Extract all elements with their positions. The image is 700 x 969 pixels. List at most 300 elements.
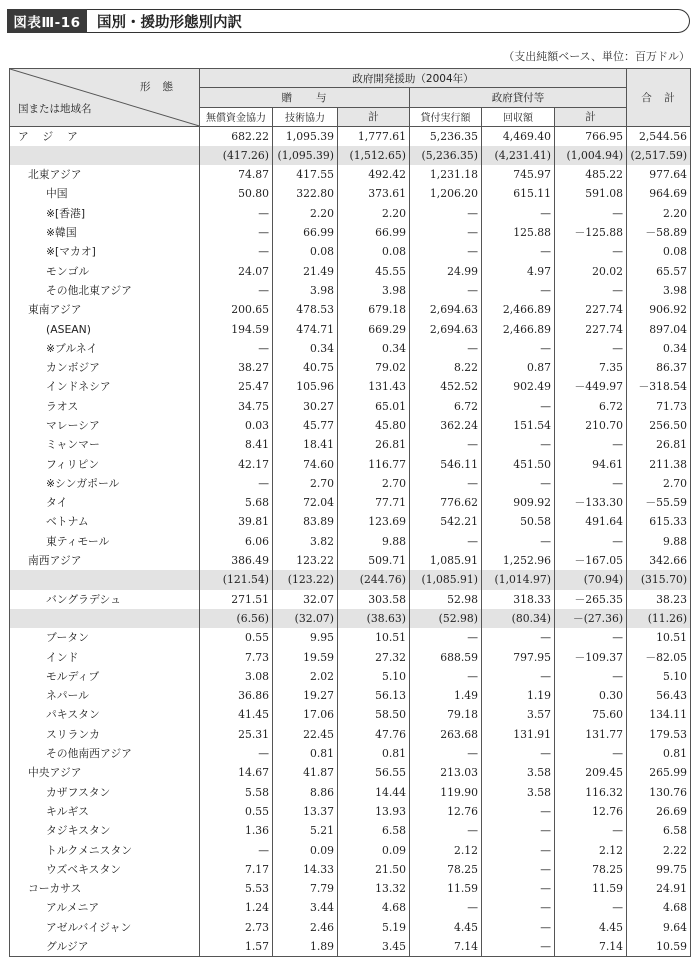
value-cell: 546.11 <box>410 454 482 473</box>
value-cell: 1.24 <box>200 898 273 917</box>
row-label: フィリピン <box>10 454 200 473</box>
row-label: ネパール <box>10 686 200 705</box>
table-row <box>10 300 691 319</box>
value-cell: 0.34 <box>273 339 338 358</box>
value-cell: — <box>555 628 627 647</box>
value-cell: 6.06 <box>200 532 273 551</box>
value-cell: 211.38 <box>627 454 691 473</box>
subtotal-grant-header: 計 <box>338 107 410 126</box>
value-cell: 71.73 <box>627 397 691 416</box>
value-cell: — <box>200 840 273 859</box>
value-cell: 2.70 <box>273 474 338 493</box>
value-cell: 14.67 <box>200 763 273 782</box>
row-label: スリランカ <box>10 725 200 744</box>
value-cell: 322.80 <box>273 184 338 203</box>
row-label: 中央アジア <box>10 763 200 782</box>
value-cell: 745.97 <box>482 165 555 184</box>
value-cell: 19.27 <box>273 686 338 705</box>
value-cell: — <box>482 532 555 551</box>
value-cell: 682.22 <box>200 126 273 145</box>
total-header: 合 計 <box>627 69 691 127</box>
value-cell: 86.37 <box>627 358 691 377</box>
row-label: 東ティモール <box>10 532 200 551</box>
value-cell: 151.54 <box>482 416 555 435</box>
value-cell: 200.65 <box>200 300 273 319</box>
value-cell: 0.09 <box>338 840 410 859</box>
value-cell: 26.81 <box>627 435 691 454</box>
figure-number-badge: 図表Ⅲ-16 <box>7 9 87 33</box>
value-cell: 5.10 <box>338 667 410 686</box>
table-row <box>10 493 691 512</box>
value-cell: 4.45 <box>555 918 627 937</box>
row-label: グルジア <box>10 937 200 956</box>
table-row <box>10 667 691 686</box>
value-cell: — <box>482 242 555 261</box>
value-cell: — <box>410 281 482 300</box>
row-label: カザフスタン <box>10 782 200 801</box>
value-cell: 47.76 <box>338 725 410 744</box>
value-cell: 25.31 <box>200 725 273 744</box>
value-cell: — <box>410 204 482 223</box>
value-cell: 256.50 <box>627 416 691 435</box>
row-label: アジア <box>10 126 200 145</box>
value-cell: 24.99 <box>410 261 482 280</box>
value-cell: 7.73 <box>200 647 273 666</box>
value-cell: 0.81 <box>338 744 410 763</box>
row-label <box>10 146 200 165</box>
value-cell: 4.45 <box>410 918 482 937</box>
value-cell: 0.34 <box>338 339 410 358</box>
value-cell: 386.49 <box>200 551 273 570</box>
value-cell: 591.08 <box>555 184 627 203</box>
value-cell: 119.90 <box>410 782 482 801</box>
value-cell: (417.26) <box>200 146 273 165</box>
table-row <box>10 570 691 589</box>
row-label: 南西アジア <box>10 551 200 570</box>
value-cell: 964.69 <box>627 184 691 203</box>
repay-header: 回収額 <box>482 107 555 126</box>
row-label: パキスタン <box>10 705 200 724</box>
row-label: モルディブ <box>10 667 200 686</box>
value-cell: 897.04 <box>627 319 691 338</box>
row-label: ミャンマー <box>10 435 200 454</box>
value-cell: — <box>555 821 627 840</box>
value-cell: 75.60 <box>555 705 627 724</box>
value-cell: 8.22 <box>410 358 482 377</box>
value-cell: (80.34) <box>482 609 555 628</box>
row-label: ※韓国 <box>10 223 200 242</box>
value-cell: — <box>482 204 555 223</box>
table-row <box>10 184 691 203</box>
value-cell: 615.33 <box>627 512 691 531</box>
row-label: アゼルバイジャン <box>10 918 200 937</box>
table-row <box>10 937 691 956</box>
value-cell: 318.33 <box>482 590 555 609</box>
value-cell: 125.88 <box>482 223 555 242</box>
table-row <box>10 686 691 705</box>
value-cell: 45.80 <box>338 416 410 435</box>
value-cell: 77.71 <box>338 493 410 512</box>
value-cell: 11.59 <box>410 879 482 898</box>
value-cell: 1.57 <box>200 937 273 956</box>
value-cell: 0.81 <box>273 744 338 763</box>
value-cell: 451.50 <box>482 454 555 473</box>
figure-title: 国別・援助形態別内訳 <box>97 14 242 31</box>
value-cell: 1,777.61 <box>338 126 410 145</box>
table-row <box>10 397 691 416</box>
value-cell: 902.49 <box>482 377 555 396</box>
oda-header: 政府開発援助（2004年） <box>200 69 627 88</box>
value-cell: (6.56) <box>200 609 273 628</box>
value-cell: 7.14 <box>410 937 482 956</box>
row-label: アルメニア <box>10 898 200 917</box>
value-cell: 2.22 <box>627 840 691 859</box>
value-cell: — <box>555 474 627 493</box>
value-cell: 2,544.56 <box>627 126 691 145</box>
table-row <box>10 416 691 435</box>
value-cell: — <box>482 918 555 937</box>
value-cell: 134.11 <box>627 705 691 724</box>
row-label: タイ <box>10 493 200 512</box>
value-cell: 17.06 <box>273 705 338 724</box>
table-row <box>10 879 691 898</box>
value-cell: 7.17 <box>200 860 273 879</box>
value-cell: 2.20 <box>338 204 410 223</box>
value-cell: 10.51 <box>338 628 410 647</box>
unit-note: （支出純額ベース、単位：百万ドル） <box>503 50 690 63</box>
table-row <box>10 204 691 223</box>
value-cell: — <box>555 435 627 454</box>
value-cell: 362.24 <box>410 416 482 435</box>
value-cell: 66.99 <box>338 223 410 242</box>
value-cell: 2,466.89 <box>482 319 555 338</box>
value-cell: — <box>200 339 273 358</box>
value-cell: 14.44 <box>338 782 410 801</box>
value-cell: 271.51 <box>200 590 273 609</box>
value-cell: 11.59 <box>555 879 627 898</box>
value-cell: — <box>200 223 273 242</box>
value-cell: 105.96 <box>273 377 338 396</box>
value-cell: 6.72 <box>410 397 482 416</box>
value-cell: 1.49 <box>410 686 482 705</box>
value-cell: 99.75 <box>627 860 691 879</box>
value-cell: 3.98 <box>338 281 410 300</box>
value-cell: 20.02 <box>555 261 627 280</box>
value-cell: 45.55 <box>338 261 410 280</box>
table-row <box>10 647 691 666</box>
value-cell: — <box>482 667 555 686</box>
value-cell: 1,231.18 <box>410 165 482 184</box>
value-cell: 131.43 <box>338 377 410 396</box>
table-row <box>10 898 691 917</box>
value-cell: 3.98 <box>273 281 338 300</box>
loans-header: 政府貸付等 <box>410 88 627 107</box>
value-cell: 56.43 <box>627 686 691 705</box>
value-cell: 2,466.89 <box>482 300 555 319</box>
table-row <box>10 261 691 280</box>
value-cell: 38.27 <box>200 358 273 377</box>
diagonal-line <box>10 69 199 126</box>
value-cell: 227.74 <box>555 319 627 338</box>
table-row <box>10 782 691 801</box>
row-label: ※[マカオ] <box>10 242 200 261</box>
row-label: コーカサス <box>10 879 200 898</box>
value-cell: 41.45 <box>200 705 273 724</box>
value-cell: 977.64 <box>627 165 691 184</box>
table-row <box>10 435 691 454</box>
value-cell: 909.92 <box>482 493 555 512</box>
value-cell: (32.07) <box>273 609 338 628</box>
table-row <box>10 802 691 821</box>
value-cell: 45.77 <box>273 416 338 435</box>
value-cell: (70.94) <box>555 570 627 589</box>
value-cell: 6.72 <box>555 397 627 416</box>
value-cell: 9.88 <box>627 532 691 551</box>
row-label <box>10 570 200 589</box>
value-cell: — <box>410 532 482 551</box>
value-cell: 485.22 <box>555 165 627 184</box>
value-cell: 6.58 <box>627 821 691 840</box>
value-cell: (1,014.97) <box>482 570 555 589</box>
value-cell: －82.05 <box>627 647 691 666</box>
table-row <box>10 165 691 184</box>
row-label <box>10 609 200 628</box>
table-row <box>10 281 691 300</box>
value-cell: －318.54 <box>627 377 691 396</box>
value-cell: 5.58 <box>200 782 273 801</box>
table-row <box>10 918 691 937</box>
value-cell: 373.61 <box>338 184 410 203</box>
value-cell: 3.45 <box>338 937 410 956</box>
value-cell: (244.76) <box>338 570 410 589</box>
value-cell: 0.03 <box>200 416 273 435</box>
table-row <box>10 590 691 609</box>
value-cell: 72.04 <box>273 493 338 512</box>
figure-header <box>7 9 690 33</box>
value-cell: (4,231.41) <box>482 146 555 165</box>
value-cell: －167.05 <box>555 551 627 570</box>
value-cell: 25.47 <box>200 377 273 396</box>
value-cell: 24.91 <box>627 879 691 898</box>
table-row <box>10 339 691 358</box>
value-cell: 5.21 <box>273 821 338 840</box>
value-cell: 74.87 <box>200 165 273 184</box>
value-cell: 13.32 <box>338 879 410 898</box>
corner-header <box>10 69 200 127</box>
value-cell: －449.97 <box>555 377 627 396</box>
row-label: 北東アジア <box>10 165 200 184</box>
value-cell: 39.81 <box>200 512 273 531</box>
value-cell: 65.57 <box>627 261 691 280</box>
row-label: ベトナム <box>10 512 200 531</box>
value-cell: 2,694.63 <box>410 300 482 319</box>
value-cell: — <box>482 860 555 879</box>
value-cell: — <box>482 474 555 493</box>
title-frame <box>87 9 690 33</box>
row-label: (ASEAN) <box>10 319 200 338</box>
value-cell: 7.79 <box>273 879 338 898</box>
value-cell: 4.97 <box>482 261 555 280</box>
value-cell: — <box>482 802 555 821</box>
value-cell: 6.58 <box>338 821 410 840</box>
value-cell: — <box>482 840 555 859</box>
value-cell: 116.77 <box>338 454 410 473</box>
row-label: インド <box>10 647 200 666</box>
value-cell: 3.58 <box>482 782 555 801</box>
row-label: キルギス <box>10 802 200 821</box>
value-cell: 9.88 <box>338 532 410 551</box>
value-cell: 5.19 <box>338 918 410 937</box>
value-cell: — <box>410 435 482 454</box>
value-cell: — <box>410 744 482 763</box>
row-label: カンボジア <box>10 358 200 377</box>
value-cell: 0.55 <box>200 802 273 821</box>
row-label: その他南西アジア <box>10 744 200 763</box>
value-cell: 1,206.20 <box>410 184 482 203</box>
value-cell: 2,694.63 <box>410 319 482 338</box>
value-cell: 2.70 <box>627 474 691 493</box>
table-body <box>10 126 691 956</box>
value-cell: －265.35 <box>555 590 627 609</box>
table-row <box>10 146 691 165</box>
value-cell: 766.95 <box>555 126 627 145</box>
value-cell: 40.75 <box>273 358 338 377</box>
value-cell: (1,095.39) <box>273 146 338 165</box>
value-cell: 2.12 <box>410 840 482 859</box>
value-cell: 56.55 <box>338 763 410 782</box>
value-cell: 13.37 <box>273 802 338 821</box>
value-cell: — <box>410 339 482 358</box>
value-cell: 22.45 <box>273 725 338 744</box>
value-cell: — <box>482 937 555 956</box>
value-cell: 13.93 <box>338 802 410 821</box>
table-row <box>10 821 691 840</box>
table-row <box>10 223 691 242</box>
value-cell: 227.74 <box>555 300 627 319</box>
value-cell: 1,085.91 <box>410 551 482 570</box>
value-cell: 417.55 <box>273 165 338 184</box>
value-cell: — <box>482 435 555 454</box>
value-cell: －125.88 <box>555 223 627 242</box>
table-row <box>10 454 691 473</box>
value-cell: — <box>200 744 273 763</box>
value-cell: 265.99 <box>627 763 691 782</box>
value-cell: 52.98 <box>410 590 482 609</box>
value-cell: 3.08 <box>200 667 273 686</box>
table-row <box>10 609 691 628</box>
value-cell: 66.99 <box>273 223 338 242</box>
value-cell: 0.08 <box>338 242 410 261</box>
value-cell: 688.59 <box>410 647 482 666</box>
value-cell: 9.95 <box>273 628 338 647</box>
value-cell: — <box>200 204 273 223</box>
value-cell: — <box>482 339 555 358</box>
value-cell: — <box>482 879 555 898</box>
value-cell: — <box>410 628 482 647</box>
value-cell: 12.76 <box>555 802 627 821</box>
value-cell: 2.20 <box>273 204 338 223</box>
table-row <box>10 474 691 493</box>
value-cell: 7.35 <box>555 358 627 377</box>
row-label: ラオス <box>10 397 200 416</box>
value-cell: 2.70 <box>338 474 410 493</box>
value-cell: — <box>555 744 627 763</box>
value-cell: — <box>410 474 482 493</box>
value-cell: — <box>482 821 555 840</box>
row-label: インドネシア <box>10 377 200 396</box>
table-row <box>10 705 691 724</box>
value-cell: — <box>410 242 482 261</box>
value-cell: －109.37 <box>555 647 627 666</box>
value-cell: －58.89 <box>627 223 691 242</box>
value-cell: (2,517.59) <box>627 146 691 165</box>
value-cell: 1.19 <box>482 686 555 705</box>
value-cell: — <box>482 397 555 416</box>
value-cell: 4.68 <box>338 898 410 917</box>
value-cell: 65.01 <box>338 397 410 416</box>
value-cell: 9.64 <box>627 918 691 937</box>
row-label: ウズベキスタン <box>10 860 200 879</box>
value-cell: 21.50 <box>338 860 410 879</box>
value-cell: 74.60 <box>273 454 338 473</box>
value-cell: (5,236.35) <box>410 146 482 165</box>
loan-exec-header: 貸付実行額 <box>410 107 482 126</box>
value-cell: 3.44 <box>273 898 338 917</box>
table-row <box>10 512 691 531</box>
row-label: バングラデシュ <box>10 590 200 609</box>
value-cell: 10.51 <box>627 628 691 647</box>
value-cell: 131.91 <box>482 725 555 744</box>
table-row <box>10 358 691 377</box>
value-cell: 669.29 <box>338 319 410 338</box>
value-cell: 263.68 <box>410 725 482 744</box>
value-cell: 116.32 <box>555 782 627 801</box>
value-cell: 194.59 <box>200 319 273 338</box>
table-row <box>10 744 691 763</box>
row-label: ※ブルネイ <box>10 339 200 358</box>
value-cell: (123.22) <box>273 570 338 589</box>
value-cell: 452.52 <box>410 377 482 396</box>
value-cell: 5.10 <box>627 667 691 686</box>
value-cell: 78.25 <box>410 860 482 879</box>
value-cell: －55.59 <box>627 493 691 512</box>
value-cell: — <box>200 242 273 261</box>
value-cell: 679.18 <box>338 300 410 319</box>
value-cell: 0.34 <box>627 339 691 358</box>
table-row <box>10 860 691 879</box>
value-cell: 79.18 <box>410 705 482 724</box>
value-cell: 303.58 <box>338 590 410 609</box>
value-cell: — <box>410 223 482 242</box>
value-cell: — <box>410 821 482 840</box>
value-cell: 797.95 <box>482 647 555 666</box>
value-cell: 10.59 <box>627 937 691 956</box>
value-cell: 474.71 <box>273 319 338 338</box>
value-cell: 7.14 <box>555 937 627 956</box>
value-cell: (121.54) <box>200 570 273 589</box>
value-cell: 131.77 <box>555 725 627 744</box>
value-cell: 906.92 <box>627 300 691 319</box>
value-cell: (38.63) <box>338 609 410 628</box>
grant-header: 贈 与 <box>200 88 410 107</box>
value-cell: 3.57 <box>482 705 555 724</box>
value-cell: — <box>410 667 482 686</box>
value-cell: 3.98 <box>627 281 691 300</box>
row-label: トルクメニスタン <box>10 840 200 859</box>
value-cell: 1.89 <box>273 937 338 956</box>
value-cell: 19.59 <box>273 647 338 666</box>
subtotal-loan-header: 計 <box>555 107 627 126</box>
